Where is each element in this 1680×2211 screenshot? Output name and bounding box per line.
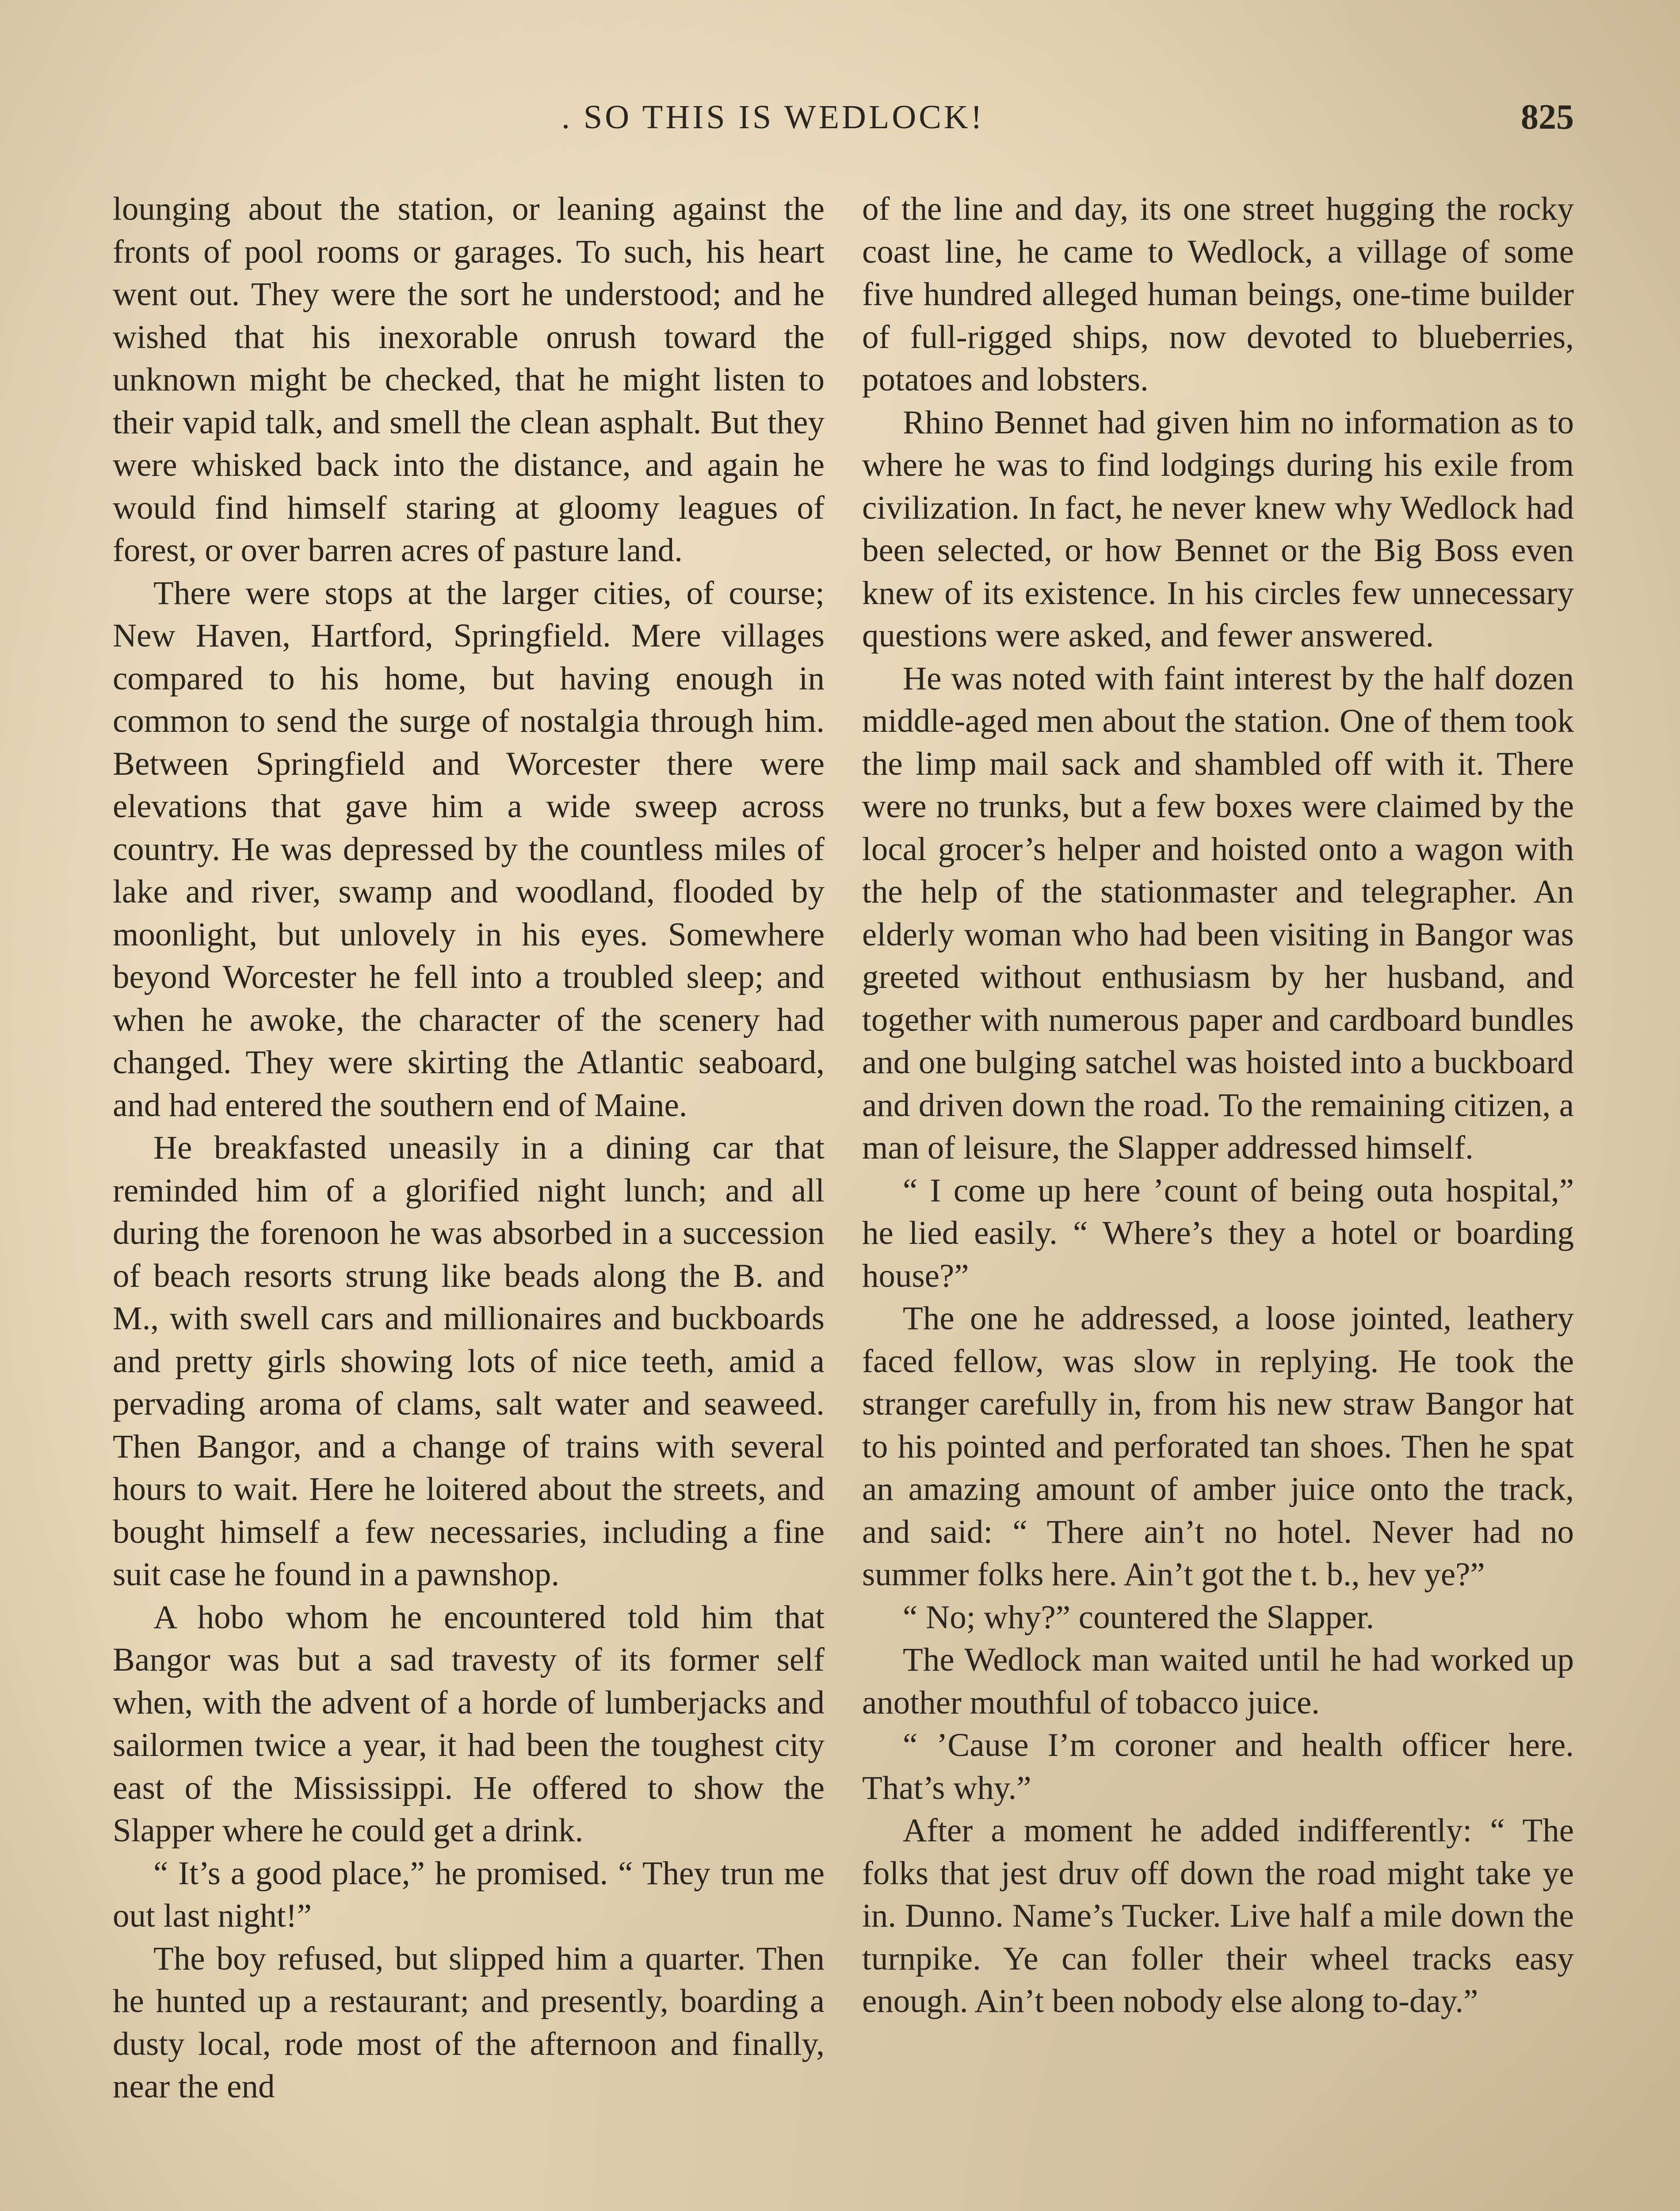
paragraph: “ I come up here ’count of being outa hospital,” he lied easily. “ Where’s they a hotel or boarding house?”: [862, 1172, 1574, 1294]
page-header: [561, 95, 1574, 148]
paragraph: The boy refused, but slipped him a quarter. Then he hunted up a restaurant; and presently, boarding a dusty local, rode most of the afternoon and finally, near the end: [113, 1940, 825, 2105]
paragraph: After a moment he added indifferently: “ The folks that jest druv off down the road might take ye in. Dunno. Name’s Tucker. Live half a mile down the turnpike. Ye can foller their wheel tracks easy enough. Ain’t been nobody else along to-day.”: [862, 1812, 1574, 2020]
paragraph: lounging about the station, or leaning against the fronts of pool rooms or garages. To such, his heart went out. They were the sort he understood; and he wished that his inexorable onrush toward the unknown might be checked, that he might listen to their vapid talk, and smell the clean asphalt. But they were whisked back into the distance, and again he would find himself staring at gloomy leagues of forest, or over barren acres of pasture land.: [113, 191, 825, 569]
paragraph: “ No; why?” countered the Slapper.: [903, 1599, 1375, 1636]
paragraph: A hobo whom he encountered told him that Bangor was but a sad travesty of its former self when, with the advent of a horde of lumberjacks and sailormen twice a year, it had been the toughest city east of the Mississippi. He offered to show the Slapper where he could get a drink.: [113, 1599, 825, 1849]
paragraph: The one he addressed, a loose jointed, leathery faced fellow, was slow in replying. He took the stranger carefully in, from his new straw Bangor hat to his pointed and perforated tan shoes. Then he spat an amazing amount of amber juice onto the track, and said: “ There ain’t no hotel. Never had no summer folks here. Ain’t got the t. b., hev ye?”: [862, 1300, 1574, 1593]
paragraph: He was noted with faint interest by the half dozen middle-aged men about the station. One of them took the limp mail sack and shambled off with it. There were no trunks, but a few boxes were claimed by the local grocer’s helper and hoisted onto a wagon with the help of the stationmaster and telegrapher. An elderly woman who had been visiting in Bangor was greeted without enthusiasm by her husband, and together with numerous paper and cardboard bundles and one bulging satchel was hoisted into a buckboard and driven down the road. To the remaining citizen, a man of leisure, the Slapper addressed himself.: [862, 660, 1574, 1166]
paragraph: “ ’Cause I’m coroner and health officer here. That’s why.”: [862, 1727, 1574, 1806]
left-column: [113, 188, 825, 2108]
right-column: [862, 188, 1574, 2023]
paragraph: “ It’s a good place,” he promised. “ They trun me out last night!”: [113, 1855, 825, 1934]
page-number: 825: [1521, 98, 1574, 137]
paragraph: of the line and day, its one street hugging the rocky coast line, he came to Wedlock, a village of some five hundred alleged human beings, one-time builder of full-rigged ships, now devoted to blueberries, potatoes and lobsters.: [862, 191, 1574, 398]
paragraph: Rhino Bennet had given him no information as to where he was to find lodgings during his exile from civilization. In fact, he never knew why Wedlock had been selected, or how Bennet or the Big Boss even knew of its existence. In his circles few unnecessary questions were asked, and fewer answered.: [862, 404, 1574, 654]
paragraph: There were stops at the larger cities, of course; New Haven, Hartford, Springfield. Mere villages compared to his home, but having enough in common to send the surge of nostalgia through him. Between Springfield and Worcester there were elevations that gave him a wide sweep across country. He was depressed by the countless miles of lake and river, swamp and woodland, flooded by moonlight, but unlovely in his eyes. Somewhere beyond Worcester he fell into a troubled sleep; and when he awoke, the character of the scenery had changed. They were skirting the Atlantic seaboard, and had entered the southern end of Maine.: [113, 574, 825, 1124]
running-title: . SO THIS IS WEDLOCK!: [561, 99, 985, 136]
paragraph: He breakfasted uneasily in a dining car that reminded him of a glorified night lunch; and all during the forenoon he was absorbed in a succession of beach resorts strung like beads along the B. and M., with swell cars and millionaires and buckboards and pretty girls showing lots of nice teeth, amid a pervading aroma of clams, salt water and seaweed. Then Bangor, and a change of trains with several hours to wait. Here he loitered about the streets, and bought himself a few necessaries, including a fine suit case he found in a pawnshop.: [113, 1129, 825, 1593]
paragraph: The Wedlock man waited until he had worked up another mouthful of tobacco juice.: [862, 1641, 1574, 1721]
